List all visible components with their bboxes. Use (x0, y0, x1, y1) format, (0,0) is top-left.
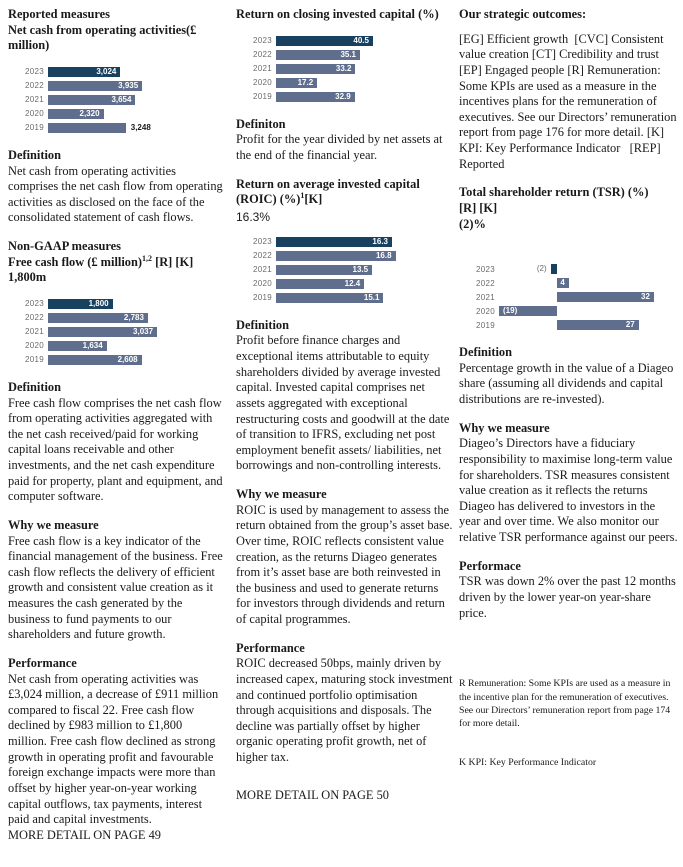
chart-plot-area (276, 251, 434, 261)
chart-year-label: 2019 (253, 293, 272, 303)
chart-value-label: 2,608 (117, 354, 138, 364)
chart-value-label: 40.5 (353, 35, 369, 45)
chart-bar (276, 92, 355, 102)
chart-bar (48, 299, 113, 309)
closing-roic-chart (253, 34, 454, 104)
chart-value-label: 2,783 (123, 312, 144, 322)
chart-value-label: (2) (536, 264, 547, 274)
chart-plot-area (48, 299, 206, 309)
chart-bar (48, 123, 126, 133)
performance-text: ROIC decreased 50bps, mainly driven by increased capex, maturing stock investment and continued portfolio optimisation through acquisitions and disposals. The decline was partially offset by higher organic operating profit growth, net of higher tax. (236, 656, 456, 764)
chart-row (25, 93, 223, 107)
more-detail-note: MORE DETAIL ON PAGE 49 (8, 827, 161, 842)
chart-bar (48, 95, 135, 105)
chart-plot-area (276, 293, 434, 303)
metric-title-average-roic (236, 177, 454, 208)
chart-plot-area (276, 78, 434, 88)
chart-value-label: 3,024 (96, 66, 117, 76)
strategic-outcomes-legend: [EG] Efficient growth [CVC] Consistent value creation [CT] Credibility and trust [EP] Engaged people [R] Remuneration: Some KPIs are used as a measure in the incentives plans for the remuneration of executives. See our Directors’ remuneration report from page 176 for more detail. [K] KPI: Key Performance Indicator [REP] Reported (459, 31, 680, 171)
chart-year-label: 2019 (25, 355, 44, 365)
chart-year-label: 2021 (25, 95, 44, 105)
chart-year-label: 2020 (25, 109, 44, 119)
chart-value-label: 32.9 (335, 91, 351, 101)
chart-plot-area (499, 292, 657, 302)
chart-value-label: 1,634 (82, 340, 103, 350)
definition-heading: Definition (8, 379, 62, 394)
chart-row (476, 276, 678, 290)
chart-year-label: 2020 (253, 279, 272, 289)
chart-bar (276, 78, 317, 88)
chart-value-label: 12.4 (344, 278, 361, 288)
chart-year-label: 2023 (253, 237, 272, 247)
net-cash-chart (25, 65, 223, 135)
definition-text: Profit for the year divided by net assets at the end of the financial year. (236, 132, 446, 162)
chart-year-label: 2023 (25, 299, 44, 309)
chart-plot-area (48, 123, 206, 133)
chart-value-label: 2,320 (79, 108, 100, 118)
chart-year-label: 2020 (476, 306, 495, 316)
definition-text: Percentage growth in the value of a Diageo share (assuming all dividends and capital distributions are re-invested). (459, 360, 677, 406)
performance-text: TSR was down 2% over the past 12 months driven by the lower year-on year-share price. (459, 574, 679, 620)
chart-plot-area (48, 67, 206, 77)
chart-value-label: 16.3 (372, 236, 388, 246)
chart-value-label: 32 (641, 292, 650, 302)
chart-bar (557, 292, 654, 302)
chart-year-label: 2022 (253, 50, 272, 60)
more-detail-note: MORE DETAIL ON PAGE 50 (236, 787, 389, 802)
chart-bar (499, 306, 557, 316)
chart-plot-area (48, 81, 206, 91)
strategic-outcomes-heading: Our strategic outcomes: (459, 7, 587, 21)
metric-title-main: Return on average invested capital (ROIC) (%) (236, 176, 423, 207)
definition-text: Net cash from operating activities comprises the net cash flow from operating activities as disclosed on the face of the consolidated statement of cash flows. (8, 163, 226, 225)
footnotes (459, 651, 678, 795)
chart-year-label: 2022 (25, 81, 44, 91)
chart-row (25, 65, 223, 79)
chart-plot-area (48, 355, 206, 365)
chart-bar (48, 81, 142, 91)
chart-row (25, 121, 223, 135)
performance-heading: Performace (459, 558, 521, 573)
chart-plot-area (499, 306, 657, 316)
definition-heading: Definiton (236, 116, 286, 131)
tsr-chart (476, 262, 678, 332)
chart-value-label: 1,800 (88, 298, 109, 308)
chart-bar (276, 265, 372, 275)
why-we-measure-heading: Why we measure (8, 517, 99, 532)
why-we-measure-text: Free cash flow is a key indicator of the financial management of the business. Free cash flow reflects the delivery of efficient growth and consistent value creation as it measures the cash generated by the business to fund payments to our shareholders and future growth. (8, 533, 226, 642)
chart-row (253, 90, 454, 104)
column-strategic-outcomes (459, 7, 678, 796)
chart-year-label: 2022 (476, 278, 495, 288)
why-we-measure-text: Diageo’s Directors have a fiduciary responsibility to maximise long-term value for shareholders. TSR measures consistent value creation as it reflects the returns Diageo has delivered to investors in the year and over time. We also monitor our relative TSR performance against our peers. (459, 436, 678, 544)
chart-row (253, 277, 454, 291)
chart-bar (48, 109, 104, 119)
chart-plot-area (48, 313, 206, 323)
definition-heading: Definition (236, 317, 290, 332)
chart-year-label: 2023 (476, 264, 495, 274)
free-cash-flow-chart (25, 297, 223, 367)
chart-plot-area (276, 92, 434, 102)
chart-value-label: 4 (560, 278, 565, 288)
chart-row (25, 79, 223, 93)
column-reported-measures (8, 7, 226, 843)
chart-plot-area (276, 36, 434, 46)
section-label-non-gaap: Non-GAAP measures (8, 239, 122, 253)
chart-bar (276, 64, 355, 74)
chart-bar (557, 278, 569, 288)
chart-bar (48, 67, 120, 77)
chart-value-label: (19) (503, 306, 518, 316)
chart-bar (48, 341, 107, 351)
metric-title-free-cash-flow (8, 255, 223, 271)
chart-year-label: 2022 (253, 251, 272, 261)
section-label-reported-measures: Reported measures (8, 7, 110, 21)
chart-value-label: 35.1 (340, 49, 357, 59)
chart-year-label: 2019 (476, 320, 495, 330)
chart-bar (276, 251, 396, 261)
column-invested-capital (236, 7, 454, 803)
chart-row (476, 290, 678, 304)
chart-plot-area (499, 278, 657, 288)
performance-text: Net cash from operating activities was £3,024 million, a decrease of £911 million compared to fiscal 22. Free cash flow declined by £983 million to £1,800 million. Free cash flow declined as strong growth in operating profit and favourable foreign exchange impacts were more than offset by higher year-on-year working capital outflows, tax payments, interest paid and capital investments. (8, 671, 222, 827)
chart-bar (276, 279, 364, 289)
chart-row (25, 297, 223, 311)
chart-row (476, 262, 678, 276)
chart-year-label: 2021 (25, 327, 44, 337)
chart-row (253, 235, 454, 249)
chart-plot-area (276, 265, 434, 275)
chart-year-label: 2022 (25, 313, 44, 323)
chart-value-label: 27 (625, 320, 635, 330)
chart-row (253, 48, 454, 62)
chart-year-label: 2023 (25, 67, 44, 77)
chart-year-label: 2020 (253, 78, 272, 88)
chart-plot-area (499, 320, 657, 330)
performance-heading: Performance (8, 655, 77, 670)
chart-year-label: 2021 (476, 292, 495, 302)
chart-bar (48, 313, 148, 323)
chart-plot-area (499, 264, 657, 274)
why-we-measure-heading: Why we measure (236, 487, 327, 501)
chart-row (25, 107, 223, 121)
chart-year-label: 2020 (25, 341, 44, 351)
chart-row (253, 76, 454, 90)
chart-year-label: 2019 (25, 123, 44, 133)
chart-value-label: 15.1 (363, 292, 380, 302)
performance-heading: Performance (236, 640, 305, 655)
definition-text: Free cash flow comprises the net cash flow from operating activities aggregated with the net cash received/paid for working capital loans receivable and other investments, and the net cash expenditure paid for property, plant and equipment, and computer software. (8, 395, 226, 504)
metric-current-value: (2)% (459, 216, 486, 231)
chart-row (253, 249, 454, 263)
metric-title-tags: [K] (304, 192, 323, 207)
chart-year-label: 2021 (253, 64, 272, 74)
metric-title-tsr-line1: Total shareholder return (TSR) (%) (459, 185, 649, 200)
chart-bar (557, 320, 639, 330)
definition-heading: Definition (459, 345, 513, 360)
chart-year-label: 2021 (253, 265, 272, 275)
why-we-measure-text: ROIC is used by management to assess the return obtained from the group’s asset base. Over time, ROIC reflects consistent value creation, as the returns Diageo generates from it’s asset base are both reinvested in the business and used to generate returns for investors through dividends and return of capital programmes. (236, 502, 456, 626)
chart-row (253, 291, 454, 305)
footnote-kpi: K KPI: Key Performance Indicator (459, 757, 597, 769)
chart-plot-area (48, 327, 206, 337)
chart-value-label: 16.8 (375, 250, 392, 260)
average-roic-chart (253, 235, 454, 305)
chart-value-label: 13.5 (352, 264, 369, 274)
chart-row (253, 62, 454, 76)
chart-plot-area (276, 237, 434, 247)
chart-plot-area (276, 279, 434, 289)
chart-year-label: 2023 (253, 36, 272, 46)
chart-row (25, 311, 223, 325)
chart-row (25, 353, 223, 367)
metric-title-closing-roic: Return on closing invested capital (%) (236, 7, 439, 21)
footnote-remuneration: R Remuneration: Some KPIs are used as a measure in the incentive plan for the remuneration of executives. See our Directors’ remuneration report from page 174 for more detail. (459, 678, 673, 729)
chart-plot-area (48, 95, 206, 105)
chart-value-label: 3,935 (118, 80, 139, 90)
definition-text: Profit before finance charges and exceptional items attributable to equity shareholders divided by average invested capital. Invested capital comprises net assets aggregated with exceptional restructuring costs and goodwill at the date of transition to IFRS, excluding net post employment benefit assets/ liabilities, net borrowings and non-controlling interests. (236, 333, 453, 473)
chart-year-label: 2019 (253, 92, 272, 102)
chart-plot-area (48, 109, 206, 119)
chart-bar (276, 293, 383, 303)
chart-row (476, 318, 678, 332)
chart-bar (551, 264, 557, 274)
chart-plot-area (48, 341, 206, 351)
metric-title-main: Free cash flow (£ million) (8, 254, 142, 269)
chart-row (25, 339, 223, 353)
metric-title-tsr-tags: [R] [K] (459, 200, 498, 215)
metric-current-value: 16.3% (236, 209, 271, 224)
why-we-measure-heading: Why we measure (459, 420, 550, 435)
chart-value-label: 3,654 (111, 94, 132, 104)
chart-bar (276, 50, 360, 60)
chart-row (25, 325, 223, 339)
chart-value-label: 17.2 (297, 77, 314, 87)
chart-plot-area (276, 64, 434, 74)
footnote-marker: 1,2 (141, 253, 152, 263)
footnote-marker: 1 (300, 191, 305, 200)
chart-bar (276, 237, 392, 247)
chart-value-label: 33.2 (335, 63, 352, 73)
chart-bar (276, 36, 373, 46)
chart-plot-area (276, 50, 434, 60)
chart-bar (48, 355, 142, 365)
chart-row (253, 263, 454, 277)
chart-bar (48, 327, 157, 337)
chart-row (476, 304, 678, 318)
chart-row (253, 34, 454, 48)
metric-current-value: 1,800m (8, 270, 47, 285)
metric-title-tags: [R] [K] (151, 254, 194, 269)
chart-value-label: 3,248 (130, 122, 151, 132)
metric-title-net-cash: Net cash from operating activities(£ million) (8, 22, 200, 53)
chart-value-label: 3,037 (133, 326, 154, 336)
definition-heading: Definition (8, 147, 62, 162)
